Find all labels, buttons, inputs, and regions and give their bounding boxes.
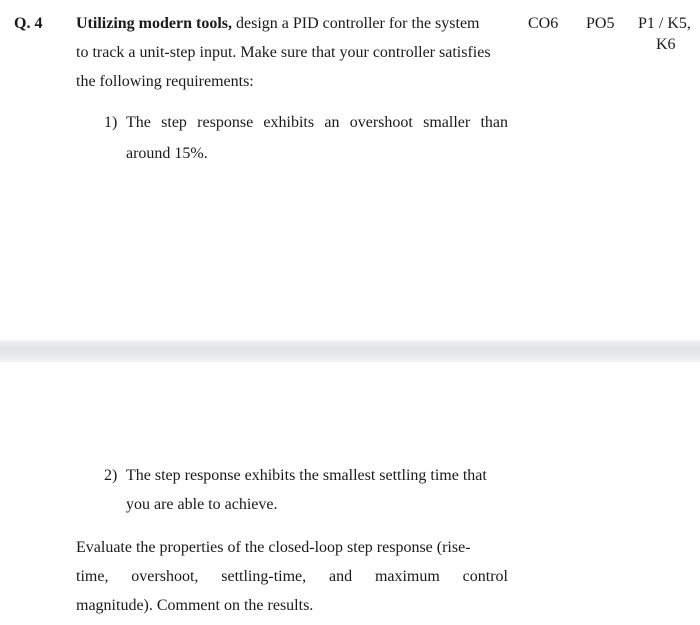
requirement-2-line1: The step response exhibits the smallest settling time that	[126, 467, 487, 484]
question-intro-bold: Utilizing modern tools,	[76, 15, 232, 32]
pk-code-line1: P1 / K5,	[638, 15, 691, 32]
requirement-2-marker: 2)	[104, 467, 118, 484]
question-intro-rest: design a PID controller for the system	[232, 15, 480, 32]
evaluate-line3: magnitude). Comment on the results.	[76, 597, 314, 614]
evaluate-line2: time, overshoot, settling-time, and maximum control	[76, 568, 508, 585]
requirement-1-marker: 1)	[104, 114, 118, 131]
requirement-1-line2: around 15%.	[126, 145, 208, 162]
question-line2: to track a unit-step input. Make sure that your controller satisfies	[76, 44, 491, 61]
question-number: Q. 4	[14, 15, 43, 32]
requirement-2-line2: you are able to achieve.	[126, 496, 278, 513]
question-intro	[76, 14, 480, 34]
requirement-1-line1: The step response exhibits an overshoot smaller than	[126, 114, 508, 131]
question-line3: the following requirements:	[76, 73, 254, 90]
evaluate-line1: Evaluate the properties of the closed-loop step response (rise-	[76, 539, 471, 556]
program-outcome: PO5	[586, 15, 615, 32]
section-divider	[0, 340, 700, 362]
pk-code-line2: K6	[656, 36, 676, 53]
course-outcome: CO6	[528, 15, 559, 32]
